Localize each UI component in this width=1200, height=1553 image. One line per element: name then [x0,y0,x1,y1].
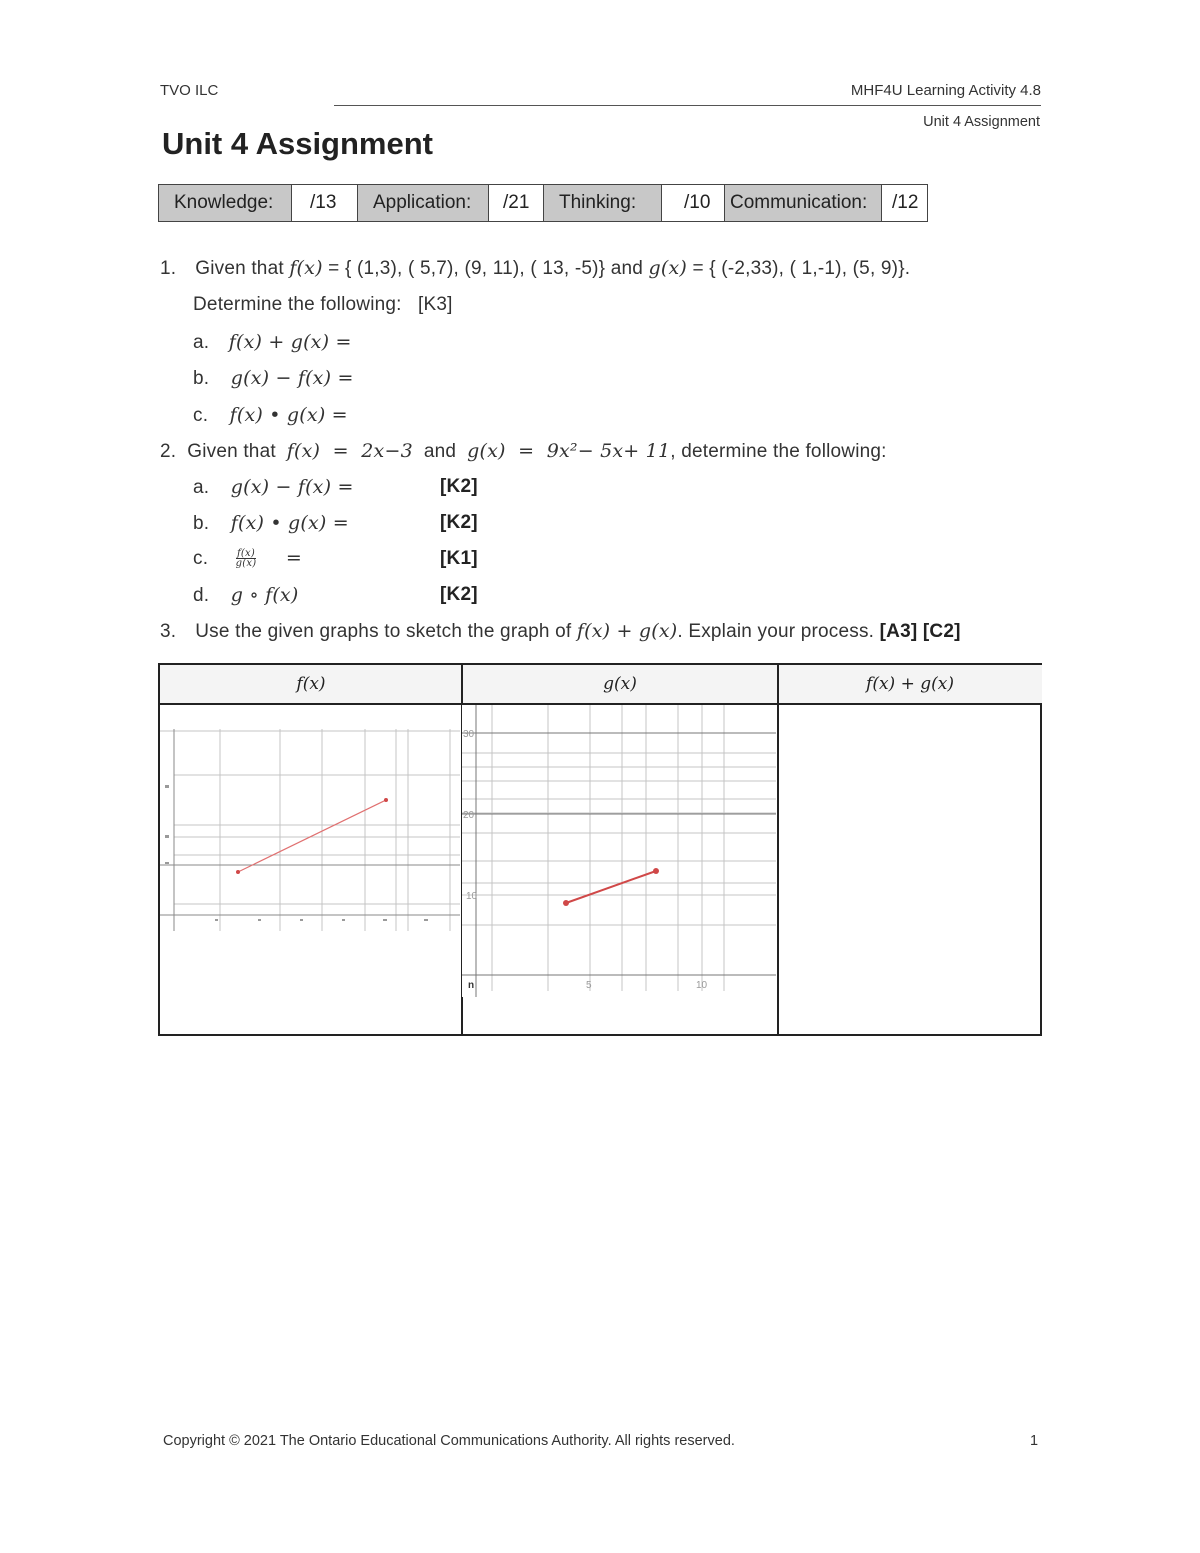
header-rule [334,105,1041,106]
question-1b [193,367,354,390]
question-text: and [423,441,457,462]
math-expression: g(x) − f(x) = [230,367,354,389]
part-letter: c. [193,548,209,569]
graph-background [160,729,460,931]
math-expression: f(x) • g(x) = [230,512,349,534]
y-tick-label: 10 [466,891,478,902]
math-expression: g ∘ f(x) [230,584,299,606]
question-text: Given that [187,441,276,462]
part-letter: b. [193,368,210,389]
question-text: = { (1,3), ( 5,7), (9, 11), ( 13, -5)} and [328,258,644,279]
score-label-knowledge: Knowledge: [159,185,292,221]
mark-tag: [K2] [440,584,478,605]
question-number: 1. [160,258,177,279]
column-header-gx: g(x) [462,665,778,705]
equals-sign: = [285,547,302,569]
column-header-fx: f(x) [160,665,462,705]
y-tick-label: 20 [463,810,475,821]
math-expression: f(x) [289,257,323,279]
score-value-application: /21 [489,185,544,221]
math-expression: f(x) + g(x) = [228,331,352,353]
mark-tag: [K2] [440,476,478,497]
fx-endpoint [236,870,240,874]
score-table [158,184,928,222]
question-number: 2. [160,441,177,462]
fraction-denominator: g(x) [235,558,257,570]
question-text: Given that [195,258,284,279]
graph-background [462,705,776,997]
question-text: Use the given graphs to sketch the graph of [195,621,572,642]
question-1 [160,257,910,280]
math-expression: g(x) = 9x²− 5x+ 11 [467,440,671,462]
fx-graph [160,729,460,931]
page-number: 1 [1030,1433,1039,1449]
graph-table [158,663,1042,1036]
question-1-instruction: Determine the following: [K3] [193,294,453,315]
part-letter: d. [193,585,210,606]
score-value-thinking: /10 [662,185,725,221]
part-letter: b. [193,513,210,534]
score-label-communication: Communication: [725,185,882,221]
mark-tag: [K2] [440,512,478,533]
question-1a [193,331,352,354]
math-expression: g(x) [648,257,688,279]
x-tick-label: 10 [696,980,708,991]
x-tick-label: n [468,980,475,991]
question-2a [193,476,354,499]
question-2c [193,547,302,570]
header-subtitle: Unit 4 Assignment [923,114,1040,130]
y-tick-label: 30 [463,729,475,740]
score-value-communication: /12 [882,185,927,221]
gx-graph [462,705,776,997]
part-letter: c. [193,405,209,426]
gx-endpoint [563,900,569,906]
footer-copyright: Copyright © 2021 The Ontario Educational Communications Authority. All rights reserved. [163,1433,735,1449]
part-letter: a. [193,332,210,353]
question-2b [193,512,349,535]
header-left: TVO ILC [160,82,219,99]
question-2d [193,584,298,607]
fraction [236,549,257,568]
math-expression: f(x) = 2x−3 [286,440,413,462]
question-number: 3. [160,621,177,642]
score-label-thinking: Thinking: [544,185,662,221]
mark-tag: [K1] [440,548,478,569]
fraction-numerator: f(x) [237,548,255,560]
fx-endpoint [384,798,388,802]
gx-endpoint [653,868,659,874]
question-3 [160,620,961,643]
question-text: = { (-2,33), ( 1,-1), (5, 9)}. [692,258,911,279]
math-expression: g(x) − f(x) = [230,476,354,498]
column-header-sum: f(x) + g(x) [778,665,1042,705]
math-expression: f(x) • g(x) = [229,404,348,426]
question-text: , determine the following: [670,441,887,462]
question-text: . Explain your process. [677,621,875,642]
header-right: MHF4U Learning Activity 4.8 [850,82,1041,99]
score-label-application: Application: [358,185,489,221]
column-divider [777,665,779,1034]
page-title: Unit 4 Assignment [162,126,433,161]
x-tick-label: 5 [586,980,592,991]
score-value-knowledge: /13 [292,185,358,221]
question-2 [160,440,887,463]
part-letter: a. [193,477,210,498]
math-expression: f(x) + g(x) [576,620,678,642]
mark-tag: [A3] [C2] [879,621,961,642]
question-1c [193,404,348,427]
